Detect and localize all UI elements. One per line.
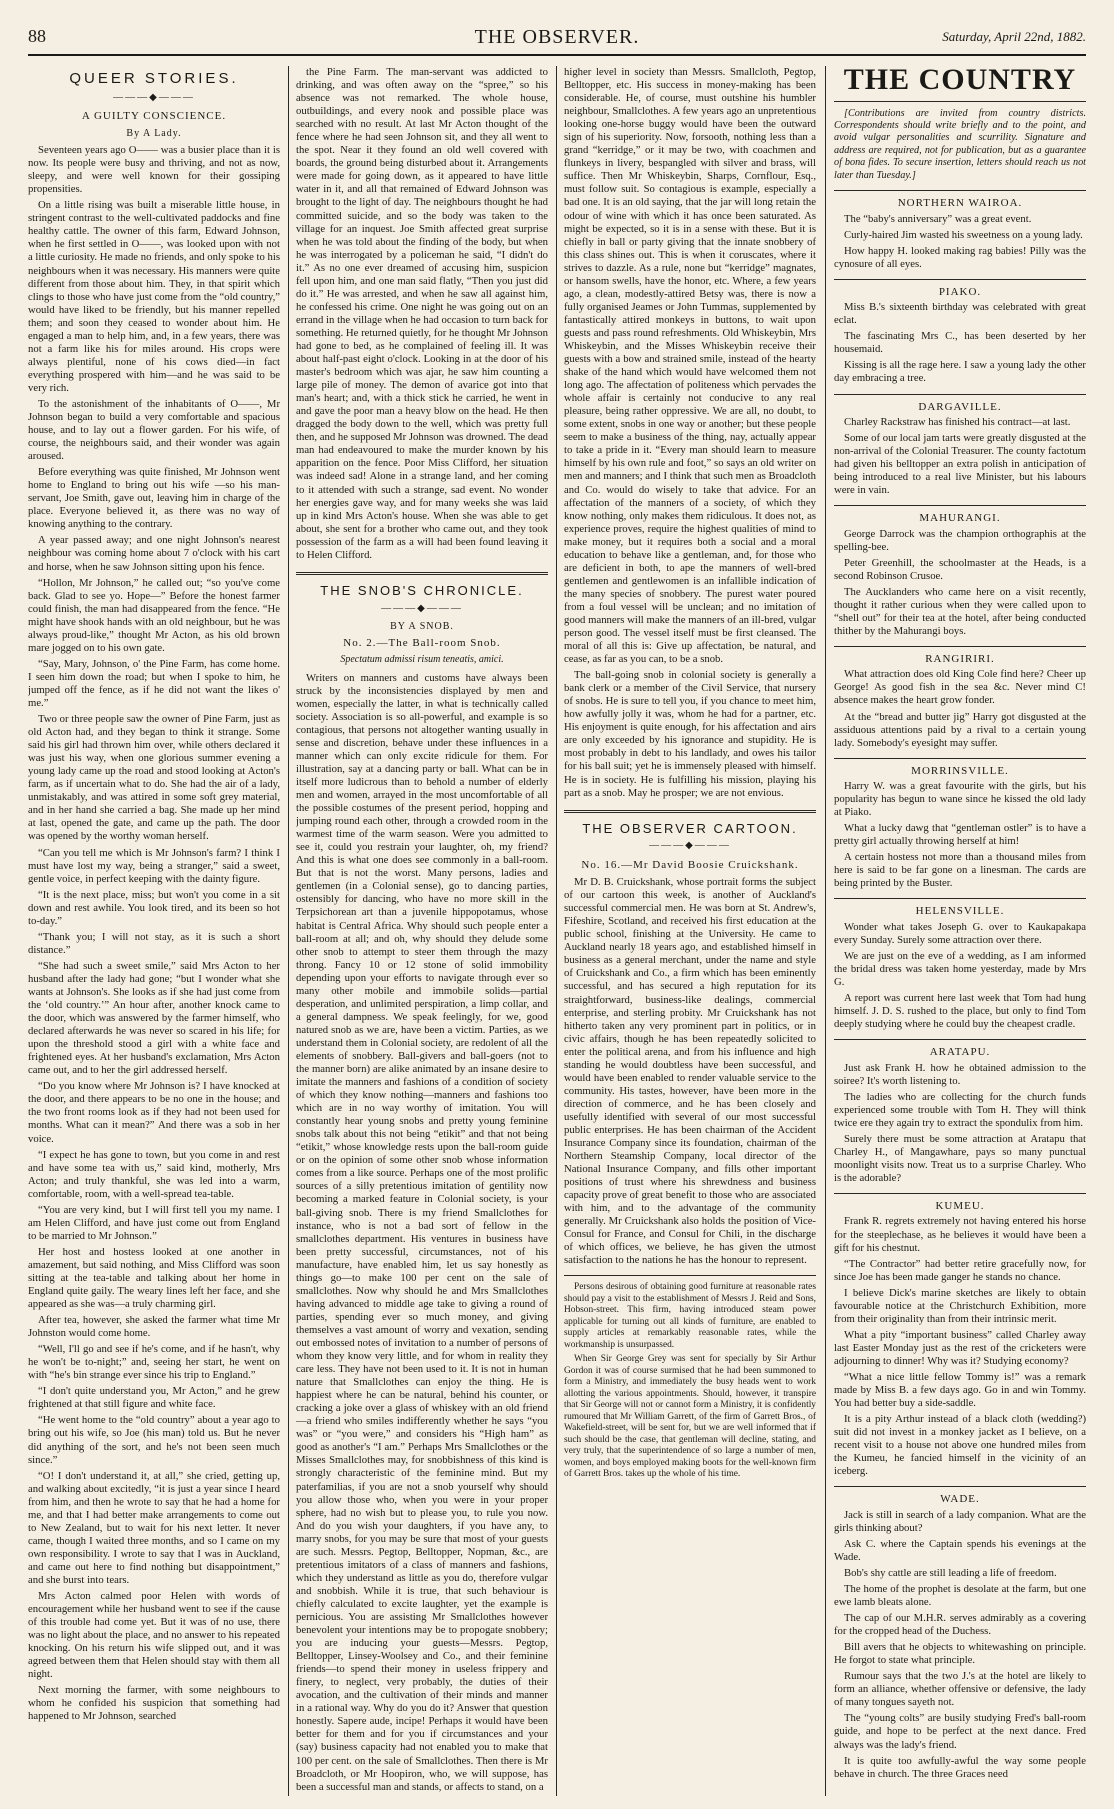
paragraph: The ladies who are collecting for the church funds experienced some trouble with Tom H. They will think twice ere they again try to extract the spondulix from him. (834, 1090, 1086, 1129)
paragraph: Just ask Frank H. how he obtained admission to the soiree? It's worth listening to. (834, 1061, 1086, 1087)
paragraph: The ball-going snob in colonial society is generally a bank clerk or a member of the Civil Service, that nursery of snobs. He is sure to tell you, if you chance to meet him, how awfully jolly it was, whom he had for a partner, etc. His enjoyment is quite enough, for his affectation and airs are only exceeded by his ignorance and stupidity. He is most probably in debt to his landlady, and owes his tailor for his ball suit; yet he is immensely pleased with himself. He is in society. He is fulfilling his mission, playing his part as a snob. May he prosper; we are not envious. (564, 669, 816, 799)
section-divider (564, 1275, 816, 1276)
paragraph: “The Contractor” had better retire gracefully now, for since Joe has been made ganger he stands no chance. (834, 1257, 1086, 1283)
story-byline: By A Lady. (126, 127, 182, 139)
section-divider (564, 810, 816, 813)
region-heading: RANGIRIRI. (925, 652, 995, 665)
cartoon-body (564, 876, 816, 1267)
paragraph: How happy H. looked making rag babies! Pilly was the cynosure of all eyes. (834, 244, 1086, 270)
column-4 (834, 66, 1086, 1796)
paragraph: Frank R. regrets extremely not having entered his horse for the steeplechase, as he believes it would have been a gift for his chestnut. (834, 1215, 1086, 1254)
section-divider (834, 279, 1086, 280)
section-divider (834, 1486, 1086, 1487)
ornament-divider: ———◆——— (381, 602, 463, 614)
paragraph: “Hollon, Mr Johnson,” he called out; “so you've come back. Glad to see yo. Hope—” Before the honest farmer could finish, the man had disappeared from the fence. “He might have shook hands with an old neighbour, but he was always proud-like,” thought Mr Acton, as his old brown mare jogged on to his own gate. (28, 576, 280, 654)
country-intro: [Contributions are invited from country districts. Correspondents should write briefly and to the point, and avoid vulgar personalities and scurrility. Signature and address are required, not for publication, but as a guarantee of bona fides. To secure insertion, letters should reach us not later than Tuesday.] (834, 107, 1086, 181)
region-heading: ARATAPU. (929, 1046, 991, 1059)
paragraph: The “young colts” are busily studying Fred's ball-room guide, and hope to be perfect at the next dance. Fred always was the lady's friend. (834, 1712, 1086, 1751)
paragraph: It is quite too awfully-awful the way some people behave in church. The three Graces need (834, 1754, 1086, 1780)
snob-motto: Spectatum admissi risum teneatis, amici. (340, 654, 504, 666)
region-heading: KUMEU. (935, 1200, 985, 1213)
paragraph: George Darrock was the champion orthographis at the spelling-bee. (834, 527, 1086, 553)
region-heading: PIAKO. (938, 285, 982, 298)
ornament-divider: ———◆——— (649, 840, 731, 852)
column-3 (564, 66, 816, 1796)
paragraph: the Pine Farm. The man-servant was addicted to drinking, and was often away on the “spree,” so his absence was not remarked. The whole house, outbuildings, and every nook and possible place was searched with no result. At last Mr Acton thought of the fence where he had seen Johnson sit, and they all went to the spot. Near it they found an old well covered with boards, the ground being disturbed about it. Arrangements were made for going down, as it appeared to have little water in it, and all that remained of Edward Johnson was brought to the light of day. The neighbours thought he had committed suicide, and so the body was taken to the village for an inquest. Joe Smith affected great surprise when he was told about the finding of the body, but when he was interrogated by a policeman he said, “I didn't do it.” As no one ever dreamed of accusing him, suspicion fell upon him, and one man said flatly, “Then you just did do it.” He was arrested, and when he saw all against him, he confessed his crime. One night he was going out on an errand in the village when he had occasion to turn back for something. He returned quietly, for he thought Mr Johnson had gone to bed, as he complained of feeling ill. It was about half-past eight o'clock. Looking in at the door of his master's bedroom which was ajar, he saw him counting a large pile of money. The demon of avarice got into that man's heart; and, with a thick stick he carried, he went in and gave the poor man a heavy blow on the head. He then dragged the body down to the well, which was pretty full then, and he supposed Mr Johnson was drowned. The dead man had endeavoured to make the murder known by his apparition on the fence. Poor Miss Clifford, her situation was indeed sad! Alone in a strange land, and her coming to it attended with such a strange, sad event. No wonder her energies gave way, and for many weeks she was laid up in kind Mrs Acton's house. When she was able to get about, she sent for a brother who came out, and they took possession of the farm as a will had been found leaving it to Helen Clifford. (296, 66, 548, 561)
section-divider (296, 572, 548, 575)
paragraph: What a pity “important business” called Charley away last Easter Monday just as the rest of the cricketers were adjourning to dinner! Why was it? Studying economy? (834, 1328, 1086, 1367)
paragraph: To the astonishment of the inhabitants of O——, Mr Johnson began to build a very comfortable and spacious house, and to lay out a flower garden. For his wife, of course, the neighbours said, and their wonder was again aroused. (28, 397, 280, 463)
queer-stories-heading: QUEER STORIES. (69, 70, 239, 87)
paragraph: “Say, Mary, Johnson, o' the Pine Farm, has come home. I seen him down the road; but when I spoke to him, he jumped off the fence, as if he did not want the likes o' me.” (28, 657, 280, 709)
ornament-divider: ———◆——— (113, 92, 195, 104)
paragraph: The “baby's anniversary” was a great event. (844, 212, 1032, 225)
paragraph: The Aucklanders who came here on a visit recently, thought it rather curious when they were called upon to “shell out” for their tea at the hotel, after being conducted thither by the Mahurangi boys. (834, 585, 1086, 637)
issue-date: Saturday, April 22nd, 1882. (942, 29, 1086, 44)
section-divider (834, 758, 1086, 759)
region-heading: MAHURANGI. (919, 512, 1001, 525)
page-number: 88 (28, 26, 46, 46)
section-divider (834, 646, 1086, 647)
paragraph: A report was current here last week that Tom had hung himself. J. D. S. rushed to the place, but only to find Tom deeply studying where he could buy the cheapest cradle. (834, 992, 1086, 1031)
section-divider (834, 190, 1086, 191)
section-divider (834, 898, 1086, 899)
paragraph: Miss B.'s sixteenth birthday was celebrated with great eclat. (834, 301, 1086, 327)
advertisements (564, 1282, 816, 1480)
paragraph: “You are very kind, but I will first tell you my name. I am Helen Clifford, and have just come out from England to be married to Mr Johnson.” (28, 1203, 280, 1242)
paragraph: “Do you know where Mr Johnson is? I have knocked at the door, and there appears to be no one in the house; and the two front rooms look as if they had not been used for months. What can it mean?” And there was a sob in her voice. (28, 1080, 280, 1145)
section-divider (834, 505, 1086, 506)
section-divider (834, 1039, 1086, 1040)
paragraph: What a lucky dawg that “gentleman ostler” is to have a pretty girl actually throwing herself at him! (834, 822, 1086, 848)
paragraph: “O! I don't understand it, at all,” she cried, getting up, and walking about excitedly, “it is just a year since I heard from him, and then he wrote to say that he had a home for me, and that I had better make arrangements to come out to New Zealand, but to wait for his next letter. It never came, though I waited three months, and so I came on my own responsibility. I wrote to say that I was in Auckland, and came out here to find nothing but disappointment,” and she burst into tears. (28, 1469, 280, 1586)
paragraph: Curly-haired Jim wasted his sweetness on a young lady. (844, 228, 1083, 241)
paragraph: The home of the prophet is desolate at the farm, but one ewe lamb bleats alone. (834, 1582, 1086, 1609)
snob-subtitle: No. 2.—The Ball-room Snob. (343, 637, 501, 650)
paragraph: Bill avers that he objects to whitewashing on principle. He forgot to state what principle. (834, 1641, 1086, 1667)
snob-chronicle-heading: THE SNOB'S CHRONICLE. (320, 582, 524, 598)
paragraph: When Sir George Grey was sent for specially by Sir Arthur Gordon it was of course surmised that he had been summoned to form a Ministry, and immediately the busy heads went to work allotting the various appointments. Should, however, it transpire that Sir George will not or cannot form a Ministry, it is confidently rumoured that Mr William Garrett, of the firm of Garrett Bros., of Wakefield-street, will be sent for, but we are well informed that if such should be the case, that gentleman will decline, stating, and very truly, that the superintendence of so large a number of men, women, and boys employed making boots for the well-known firm of Garrett Bros. takes up the whole of his time. (564, 1354, 816, 1479)
paragraph: Wonder what takes Joseph G. over to Kaukapakapa every Sunday. Surely some attraction over there. (834, 920, 1086, 946)
newspaper-title: THE OBSERVER. (474, 26, 640, 48)
story-title: A GUILTY CONSCIENCE. (81, 110, 227, 123)
column-2 (296, 66, 548, 1796)
column-rule (556, 66, 557, 1796)
paragraph: Persons desirous of obtaining good furniture at reasonable rates should pay a visit to the establishment of Messrs J. Reid and Sons, Hobson-street. This firm, having introduced steam power applicable for turning out all kinds of furniture, are enabled to supply articles at remarkably reasonable rates, while the workmanship is unsurpassed. (564, 1282, 816, 1350)
paragraph: Harry W. was a great favourite with the girls, but his popularity has begun to wane since he kissed the old lady at Piako. (834, 780, 1086, 819)
cartoon-heading: THE OBSERVER CARTOON. (582, 820, 798, 836)
section-divider (834, 394, 1086, 395)
paragraph: On a little rising was built a miserable little house, in stringent contrast to the well-cultivated paddocks and fine healthy cattle. The owner of this farm, Edward Johnson, when he first settled in O——, was looked upon with not a little curiosity. He made no friends, and only spoke to his neighbours when it was necessary. His manners were quite different from those about him. They, in that spirit which clings to those who have just come from the “old country,” would have liked to be friendly, but his manner repelled them; and soon they ceased to wonder about him. He engaged a man to help him, and, in a few years, there was not a farm like his for miles around. His crops were always plentiful, none of his cows died—in fact everything prospered with him—and he was said to be very rich. (28, 199, 280, 394)
paragraph: Peter Greenhill, the schoolmaster at the Heads, is a second Robinson Crusoe. (834, 556, 1086, 582)
paragraph: Rumour says that the two J.'s at the hotel are likely to form an alliance, whether offensive or defensive, the lady of many tongues sayeth not. (834, 1670, 1086, 1709)
region-heading: MORRINSVILLE. (911, 764, 1009, 777)
story-continuation (296, 66, 548, 562)
paragraph: Charley Rackstraw has finished his contract—at last. (844, 415, 1071, 428)
paragraph: “She had such a sweet smile,” said Mrs Acton to her husband after the lady had gone; “but I wonder what she wants at Johnson's. She looks as if she had just come from the ‘old country.’” An hour after, another knock came to the door, which was answered by the farmer himself, who declared afterwards he was never so scared in his life; for upon the threshold stood a girl with a white face and frightened eyes. At her husband's exclamation, Mrs Acton came out, and to her the girl addressed herself. (28, 959, 280, 1077)
column-rule (825, 66, 826, 1796)
paragraph: A year passed away; and one night Johnson's nearest neighbour was coming home about 7 o'clock with his cart and horse, when he saw Johnson sitting upon his fence. (28, 534, 280, 573)
snob-body-overflow (564, 66, 816, 800)
region-heading: NORTHERN WAIROA. (897, 197, 1023, 210)
paragraph: Jack is still in search of a lady companion. What are the girls thinking about? (834, 1508, 1086, 1534)
paragraph: Her host and hostess looked at one another in amazement, but said nothing, and Miss Clifford was soon sitting at the tea-table and talking about her home in England quite gaily. The weary lines left her face, and she appeared as she was—a truly charming girl. (28, 1245, 280, 1311)
paragraph: “I expect he has gone to town, but you come in and rest and have some tea with us,” said kind, motherly, Mrs Acton; and truly thankful, she was led into a warm, comfortable, room, with a well-spread tea-table. (28, 1148, 280, 1200)
column-1 (28, 66, 280, 1796)
snob-byline: BY A SNOB. (390, 620, 454, 632)
paragraph: Ask C. where the Captain spends his evenings at the Wade. (834, 1537, 1086, 1563)
paragraph: Mr D. B. Cruickshank, whose portrait forms the subject of our cartoon this week, is another of Auckland's successful commercial men. He was born at St. Andrew's, Fifeshire, Scotland, and received his first education at the public school, finishing at the University. He came to Auckland nearly 18 years ago, and established himself in business as a general merchant, under the name and style of Cruickshank and Co., a firm which has been eminently successful, and has secured a high reputation for its straightforward, business-like dealings, commercial enterprise, and sterling probity. Mr Cruickshank has not hitherto taken any very prominent part in politics, or in civic affairs, though he has been repeatedly solicited to enter the political arena, and from his influence and high standing he would doubtless have been successful, and would have been enabled to render valuable service to the community. His tastes, however, have been more in the direction of commerce, and he has been closely and usefully identified with several of our most successful public enterprises. He has been chairman of the Accident Insurance Company since its foundation, chairman of the Northern Steamship Company, local director of the National Insurance Company, and fills other important positions of trust where his shrewdness and business capacity prove of great benefit to those who are associated with him, and to the advantage of the community generally. Mr Cruickshank also holds the position of Vice-Consul for France, and Consul for Chili, in the discharge of which offices, we believe, he has given the utmost satisfaction to the nations he has the honour to represent. (564, 876, 816, 1267)
paragraph: Writers on manners and customs have always been struck by the inconsistencies displayed by men and women, especially the latter, in what is technically called society. Association is so all-powerful, and example is so contagious, that persons not altogether wanting usually in sense and discretion, behave under these influences in a manner which can only excite ridicule for them. For illustration, say at a dancing party or ball. What can be in itself more ludicrous than to behold a number of elderly men and women, arrayed in the most uncomfortable of all the possible costumes of the present period, hopping and jumping round each other, through a crowded room in the warmest time of the warm season. Were you admitted to see it, could you restrain your laughter, oh, my friend? And this is what one does see commonly in a ball-room. But that is not the worst. Many persons, ladies and gentlemen (in a Colonial sense), go to dancing parties, ostensibly for dancing, who have no more skill in the Terpsichorean art than a juvenile hippopotamus, whose habitat is Central Africa. Why should such people enter a ball-room at all; and oh, why should they delude some other snob to attempt to steer them through the mazy throng. Fancy 10 or 12 stone of solid immobility depending upon your efforts to navigate through ever so many other mobile and immobile solids—partial desperation, and unlimited perspiration, a limp collar, and a general dampness. We speak feelingly, for we, good natured snob as we are, have been a victim. Parties, as we understand them in Colonial society, are redolent of all the elements of snobbery. Ball-givers and ball-goers (not to the manner born) are alike animated by an insane desire to imitate the manners and fashions of a condition of society of which they know nothing—manners and fashions too which are in no way worthy of imitation. You will constantly hear young snobs and pretty young feminine snobs talk about this not being “etikit” and that not being “etikit,” whose knowledge rests upon the ball-room guide or on the opinion of some other snob whose information comes from a like source. Perhaps one of the most prolific sources of a silly pretentious imitation of gentility now becoming a marked feature in Colonial society, is your ball-giving snob. There is my friend Smallclothes for instance, who is not a bad sort of fellow in the smallclothes department. His ventures in business have been pretty successful, circumstances, not of his manufacture, have enabled him, let us say honestly as things go—to make 100 per cent on the sale of smallclothes. Now why should he and Mrs Smallclothes having advanced to middle age take to giving a round of parties, spending ever so much money, and giving themselves a vast amount of worry and vexation, sending out embossed notes of invitation to a number of persons of whom they know very little, and for whom in reality they care less. They have not been used to it. It is not in human nature that Smallclothes can enjoy the thing. He is happiest where he can be natural, behind his counter, or cracking a joke over a glass of whiskey with an old friend—a friend who smiles indifferently whether he says “you was” or “you were,” and considers his “High ham” as good as another's “I am.” Perhaps Mrs Smallclothes or the Misses Smallclothes may, for snobbishness of this kind is strongly characteristic of the feminine mind. But my paterfamilias, if you are not a snob yourself why should you allow those who, when you were in your proper sphere, had no wish but to please you, to rule you now. And do you wish your daughters, if you have any, to marry snobs, for you may be sure that most of your guests are such. Messrs. Pegtop, Belltopper, Nopman, &c., are pretentious imitators of a class of manners and fashions, which they understand as little as you do, therefore vulgar and snobbish. While it is true, that such behaviour is chiefly calculated to excite laughter, yet the example is pernicious. You are assisting Mr Smallclothes however benevolent your intentions may be to propogate snobbery; you are inducing your guests—Messrs. Pegtop, Belltopper, Linsey-Woolsey and Co., and their feminine friends—to spend their money in useless frippery and finery, to neglect, very probably, the duties of their avocation, and the cultivation of their minds and manner in a rational way. Why do you do it? Answer that question honestly. Sapere aude, incipe! Perhaps it would have been better for them and for you if circumstances and your (say) business capacity had not enabled you to make that 100 per cent. on the sale of Smallclothes. Then there is Mr Broadcloth, or Mr Hoopiron, who, we will suppose, has been a successful man and stands, or affects to stand, on a (296, 671, 548, 1793)
masthead (28, 26, 1086, 56)
section-divider (834, 1193, 1086, 1194)
paragraph: Mrs Acton calmed poor Helen with words of encouragement while her husband went to see if the cause of this trouble had come yet. But it was of no use, there was no light about the place, and no answer to his repeated knocking. On his return his wife slipped out, and it was agreed between them that Helen should stay with them all night. (28, 1590, 280, 1681)
country-sections (834, 190, 1086, 1780)
paragraph: Next morning the farmer, with some neighbours to whom he confided his suspicion that something had happened to Mr Johnson, searched (28, 1684, 280, 1723)
paragraph: A certain hostess not more than a thousand miles from here is said to be far gone on a linesman. The cards are being printed by the Buster. (834, 851, 1086, 890)
paragraph: Before everything was quite finished, Mr Johnson went home to England to bring out his wife —so his man-servant, Joe Smith, gave out, leaving him in charge of the place. Everyone believed it, as there was no way of knowing anything to the contrary. (28, 466, 280, 531)
paragraph: “Thank you; I will not stay, as it is such a short distance.” (28, 930, 280, 956)
paragraph: It is a pity Arthur instead of a black cloth (wedding?) suit did not invest in a monkey jacket as I believe, on a recent visit to a house not above one hundred miles from the Kumeu, he fancied himself in the vicinity of an iceberg. (834, 1413, 1086, 1478)
region-heading: WADE. (940, 1493, 980, 1506)
paragraph: The cap of our M.H.R. serves admirably as a covering for the cropped head of the Duchess. (834, 1612, 1086, 1638)
the-country-heading: THE COUNTRY (834, 66, 1086, 102)
paragraph: I believe Dick's marine sketches are likely to obtain favourable notice at the Christchurch Exhibition, more from their originality than from their intrinsic merit. (834, 1286, 1086, 1325)
paragraph: What attraction does old King Cole find here? Cheer up George! As good fish in the sea &c. Never mind C! absence makes the heart grow fonder. (834, 668, 1086, 707)
column-rule (288, 66, 289, 1796)
paragraph: “I don't quite understand you, Mr Acton,” and he grew frightened at that still figure and white face. (28, 1385, 280, 1411)
region-heading: DARGAVILLE. (918, 400, 1002, 413)
paragraph: We are just on the eve of a wedding, as I am informed the bridal dress was taken home yesterday, made by Mrs G. (834, 949, 1086, 989)
story-body (28, 144, 280, 1723)
paragraph: Surely there must be some attraction at Aratapu that Charley H., of Mangawhare, pays so many punctual moonlight visits now. Treat us to a surprise Charley. Who is the adorable? (834, 1132, 1086, 1184)
paragraph: The fascinating Mrs C., has been deserted by her housemaid. (834, 330, 1086, 356)
paragraph: Some of our local jam tarts were greatly disgusted at the non-arrival of the Colonial Treasurer. The county factotum had given his belltopper an extra polish in anticipation of being introduced to a real live Minister, but his labours were in vain. (834, 431, 1086, 497)
paragraph: “What a nice little fellow Tommy is!” was a remark made by Miss B. a few days ago. Go in and win Tommy. You had better buy a side-saddle. (834, 1370, 1086, 1410)
paragraph: “Well, I'll go and see if he's come, and if he hasn't, why he won't be to-night;” and, seeing her start, he went on with “he's bin strange ever since his trip to England.” (28, 1343, 280, 1382)
cartoon-subtitle: No. 16.—Mr David Boosie Cruickshank. (581, 858, 799, 871)
snob-body (296, 672, 548, 1794)
paragraph: Two or three people saw the owner of Pine Farm, just as old Acton had, and they began to think it strange. Some said his girl had thrown him over, while others declared it was just his way, when one glorious summer evening a young lady came up the road and stood looking at Acton's farm, as if uncertain what to do. She had the air of a lady, unmistakably, and was attired in some soft grey material, and in her hand she carried a bag. She made up her mind at last, opened the gate, and came up the path. The door was opened by the worthy woman herself. (28, 713, 280, 843)
region-heading: HELENSVILLE. (915, 905, 1005, 918)
paragraph: Seventeen years ago O—— was a busier place than it is now. Its people were busy and thriving, and not as now, sleepy, and were well known for their gossiping propensities. (28, 144, 280, 196)
paragraph: “He went home to the “old country” about a year ago to bring out his wife, so Joe (his man) told us. But he never did anything of the sort, and he's not been seen much since.” (28, 1414, 280, 1466)
paragraph: “It is the next place, miss; but won't you come in a sit down and rest awhile. You look tired, and its been so hot to-day.” (28, 888, 280, 927)
paragraph: higher level in society than Messrs. Smallcloth, Pegtop, Belltopper, etc. His success in money-making has been considerable. He, of course, must outshine his humbler neighbour, Smallclothes. A few years ago an unpretentious looking one-horse buggy would have been the outward sign of his superiority. Now, forsooth, nothing less than a grand “kerridge,” or it may be two, with coachmen and flunkeys in livery, bespangled with silver and brass, will suffice. Then Mr Whiskeybin, Sharps, Cornflour, Esq., must follow suit. So contagious is example, especially a bad one. It is an old saying, that the jar will long retain the odour of wine with which it has once been saturated. As might be expected, so it is in a sense with these. But it is chiefly in ball or party giving that the innate snobbery of this class shines out. This is when it coruscates, where it strives to dazzle. As a rule, none but “kerridge” magnates, or hansom swells, have the honor, etc. Where, a few years ago, a clean, modestly-attired Betsy was, there is now a fully organised Jeames or John Tummas, supplemented by fantastically attired monkeys in buttons, to wait upon guests and pass round refreshments. Old Whiskeybin, Mrs Whiskeybin, and the Misses Whiskeybin receive their guests with a bow and strained smile, instead of the hearty shake of the hand which would have welcomed them not long ago. The affectation of politeness which pervades the whole affair is certainly not conducive to any real pleasure, being rather oppressive. We are all, no doubt, to some extent, snobs in one way or another; but these people seem to make a business of the thing, nay, actually appear to take a pride in it. “Every man should learn to measure himself by his own rule and foot,” so says an old writer on men and manners; and I think that such men as Broadcloth and Co. would do wisely to take that advice. For an affectation of the manners of a society, of which they know nothing, only makes them ridiculous. It does not, as experience proves, require the highest qualities of mind to make money, but it requires both a social and a moral education to behave like a gentleman, and, for those who are deficient in both, to ape the manners of well-bred gentlemen and gentlewomen is an infallible indication of the many species of snobbery. The purest water poured from a foul vessel will be unclean; and no imitation of good manners will make the manners of an ill-bred, vulgar person good. The vessel itself must be first cleansed. The moral of all this is: Give up affectation, be natural, and cease, as far as you can, to be a snob. (564, 66, 816, 666)
paragraph: “Can you tell me which is Mr Johnson's farm? I think I must have lost my way, being a stranger,” said a sweet, gentle voice, in perfect keeping with the dainty figure. (28, 846, 280, 885)
paragraph: After tea, however, she asked the farmer what time Mr Johnston would come home. (28, 1314, 280, 1340)
paragraph: Kissing is all the rage here. I saw a young lady the other day embracing a tree. (834, 359, 1086, 385)
paragraph: Bob's shy cattle are still leading a life of freedom. (844, 1566, 1057, 1579)
paragraph: At the “bread and butter jig” Harry got disgusted at the assiduous attentions paid by a rival to a certain young lady. Somebody's eyesight may suffer. (834, 710, 1086, 749)
